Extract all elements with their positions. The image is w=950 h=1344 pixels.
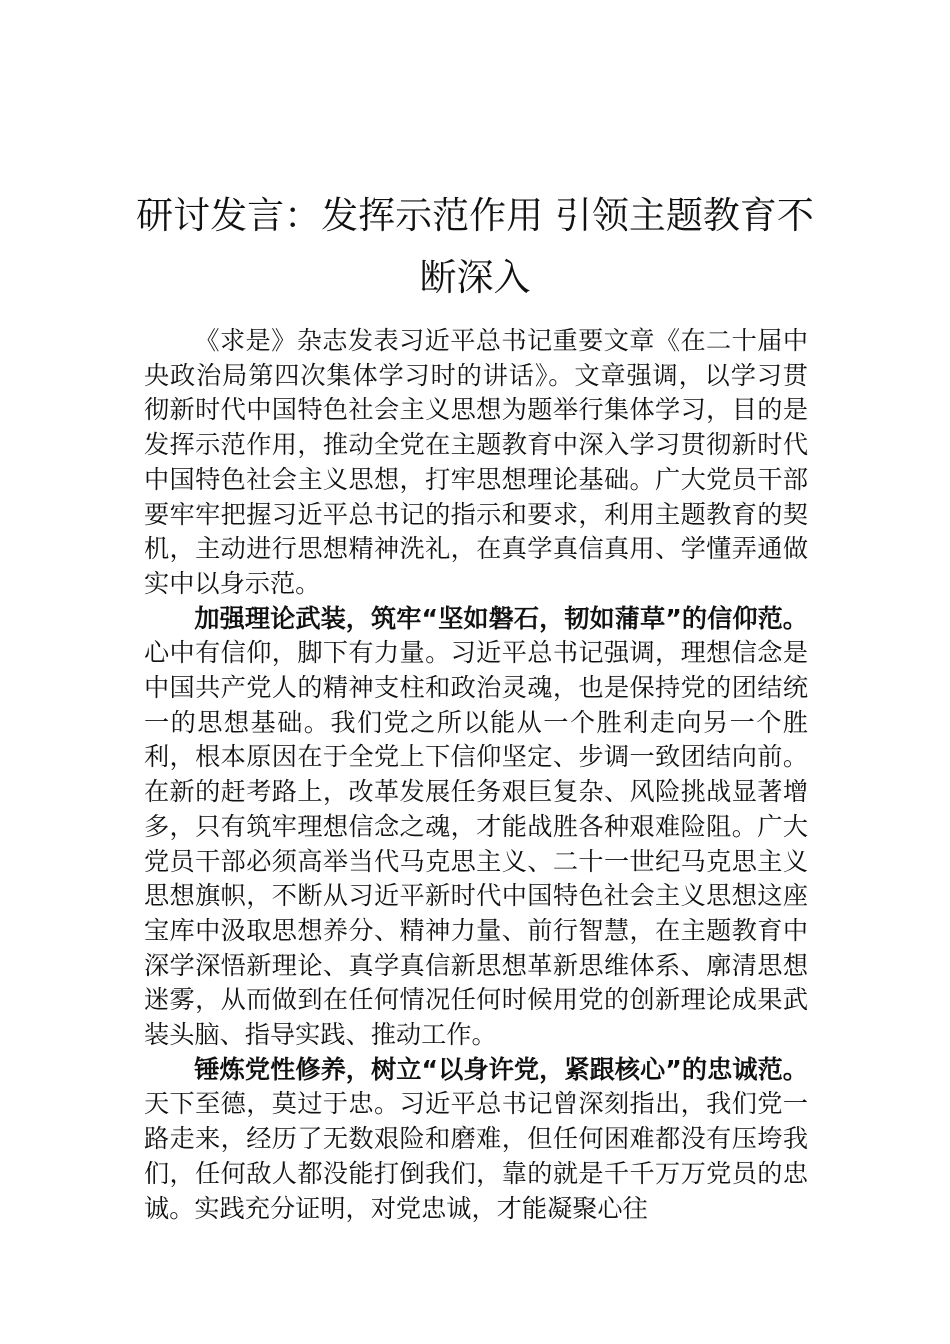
paragraph-loyalty-text: 天下至德，莫过于忠。习近平总书记曾深刻指出，我们党一路走来，经历了无数艰险和磨难，但任何困难都没有压垮我们，任何敌人都没能打倒我们，靠的就是千千万万党员的忠诚。实践充分证明，对党忠诚，才能凝聚心往 <box>144 1089 808 1223</box>
paragraph-intro <box>144 324 808 602</box>
paragraph-theory-text: 心中有信仰，脚下有力量。习近平总书记强调，理想信念是中国共产党人的精神支柱和政治灵魂，也是保持党的团结统一的思想基础。我们党之所以能从一个胜利走向另一个胜利，根本原因在于全党上下信仰坚定、步调一致团结向前。在新的赶考路上，改革发展任务艰巨复杂、风险挑战显著增多，只有筑牢理想信念之魂，才能战胜各种艰难险阻。广大党员干部必须高举当代马克思主义、二十一世纪马克思主义思想旗帜，不断从习近平新时代中国特色社会主义思想这座宝库中汲取思想养分、精神力量、前行智慧，在主题教育中深学深悟新理论、真学真信新思想革新思维体系、廓清思想迷雾，从而做到在任何情况任何时候用党的创新理论成果武装头脑、指导实践、推动工作。 <box>144 638 808 1050</box>
paragraph-loyalty <box>144 1053 808 1227</box>
paragraph-theory-heading: 加强理论武装，筑牢“坚如磐石，韧如蒲草”的信仰范。 <box>194 603 808 633</box>
paragraph-theory <box>144 602 808 1053</box>
document-title: 研讨发言：发挥示范作用 引领主题教育不断深入 <box>136 193 814 299</box>
paragraph-intro-text: 《求是》杂志发表习近平总书记重要文章《在二十届中央政治局第四次集体学习时的讲话》。文章强调，以学习贯彻新时代中国特色社会主义思想为题举行集体学习，目的是发挥示范作用，推动全党在主题教育中深入学习贯彻新时代中国特色社会主义思想，打牢思想理论基础。广大党员干部要牢牢把握习近平总书记的指示和要求，利用主题教育的契机，主动进行思想精神洗礼，在真学真信真用、学懂弄通做实中以身示范。 <box>144 326 808 598</box>
paragraph-loyalty-heading: 锤炼党性修养，树立“以身许党，紧跟核心”的忠诚范。 <box>194 1054 808 1084</box>
document-body <box>144 324 808 1226</box>
